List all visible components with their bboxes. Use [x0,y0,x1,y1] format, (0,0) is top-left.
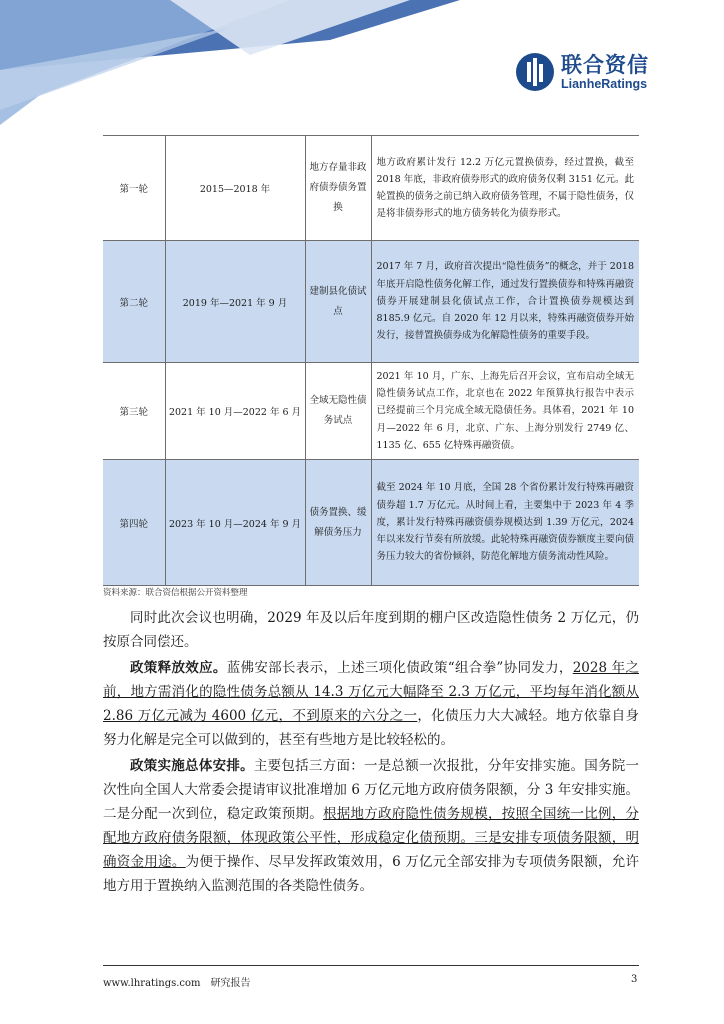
lianhe-logo-icon [515,52,555,92]
round-cell: 第二轮 [103,241,165,363]
footer-divider [103,965,639,966]
table-row [103,363,639,460]
underlined-text: 根据地方政府隐性债务规模，按照全国统一比例，分配地方政府债务限额，体现政策公平性，形成稳定化债预期。三是安排专项债务限额，明确资金用途。 [103,806,639,870]
page-number: 3 [631,974,638,985]
paragraph-repayment: 同时此次会议也明确，2029 年及以后年度到期的棚户区改造隐性债务 2 万亿元，仍按原合同偿还。 [103,610,639,650]
period-cell: 2015—2018 年 [165,136,305,241]
type-cell: 地方存量非政府债券债务置换 [305,136,371,241]
footer-site: www.lhratings.com 研究报告 [103,978,251,989]
desc-cell: 2017 年 7 月，政府首次提出“隐性债务”的概念，并于 2018 年底开启隐性债务化解工作，通过发行置换债券和特殊再融资债券开展建制县化债试点工作，合计置换债券规模达到 8185.9 亿元。自 2020 年 12 月以来，特殊再融资债券开始发行，接替置换债券成为化解隐性债务的重要手段。 [371,241,639,363]
desc-cell: 2021 年 10 月，广东、上海先后召开会议，宣布启动全域无隐性债务试点工作，北京也在 2022 年预算执行报告中表示已经提前三个月完成全域无隐债任务。具体看，2021 年 10 月—2022 年 6 月，北京、广东、上海分别发行 2749 亿、1135 亿、655 亿特殊再融资债。 [371,363,639,460]
round-cell: 第三轮 [103,363,165,460]
period-cell: 2023 年 10 月—2024 年 9 月 [165,460,305,586]
table-source-note: 资料来源：联合资信根据公开资料整理 [103,588,248,598]
period-cell: 2021 年 10 月—2022 年 6 月 [165,363,305,460]
paragraph-arrangement: 政策实施总体安排。主要包括三方面：一是总额一次报批，分年安排实施。国务院一次性向全国人大常委会提请审议批准增加 6 万亿元地方政府债务限额，分 3 年安排实施。二是分配一次到位，稳定政策预期。根据地方政府隐性债务规模，按照全国统一比例，分配地方政府债务限额，体现政策公平性，形成稳定化债预期。三是安排专项债务限额，明确资金用途。为便于操作、尽早发挥政策效用，6 万亿元全部安排为专项债务限额，允许地方用于置换纳入监测范围的各类隐性债务。 [103,758,640,894]
underlined-text: 2028 年之前，地方需消化的隐性债务总额从 14.3 万亿元大幅降至 2.3 万亿元，平均每年消化额从 2.86 万亿元减为 4600 亿元，不到原来的六分之一 [103,660,639,724]
header-decoration [0,0,460,125]
type-cell: 建制县化债试点 [305,241,371,363]
round-cell: 第四轮 [103,460,165,586]
debt-rounds-table [103,135,639,586]
brand-logo [515,52,649,92]
table-row [103,136,639,241]
desc-cell: 截至 2024 年 10 月底，全国 28 个省份累计发行特殊再融资债券超 1.7 万亿元。从时间上看，主要集中于 2023 年 4 季度，累计发行特殊再融资债券规模达到 1.39 万亿元，2024 年以来发行节奏有所放缓。此轮特殊再融资债券额度主要向债务压力较大的省份倾斜，防范化解地方债务流动性风险。 [371,460,639,586]
table-row [103,460,639,586]
type-cell: 全域无隐性债务试点 [305,363,371,460]
period-cell: 2019 年—2021 年 9 月 [165,241,305,363]
round-cell: 第一轮 [103,136,165,241]
logo-name-cn: 联合资信 [561,53,649,77]
desc-cell: 地方政府累计发行 12.2 万亿元置换债券，经过置换，截至 2018 年底，非政府债券形式的政府债务仅剩 3151 亿元。此轮置换的债务之前已纳入政府债务管理，不属于隐性债务，仅是将非债券形式的地方债务转化为债券形式。 [371,136,639,241]
paragraph-policy-effect: 政策释放效应。蓝佛安部长表示，上述三项化债政策“组合拳”协同发力，2028 年之前，地方需消化的隐性债务总额从 14.3 万亿元大幅降至 2.3 万亿元，平均每年消化额从 2.86 万亿元减为 4600 亿元，不到原来的六分之一，化债压力大大减轻。地方依靠自身努力化解是完全可以做到的，甚至有些地方是比较轻松的。 [103,660,640,748]
logo-name-en: LianheRatings [561,77,648,91]
table-row [103,241,639,363]
type-cell: 债务置换、缓解债务压力 [305,460,371,586]
paragraph-heading: 政策实施总体安排。 [130,758,254,774]
paragraph-heading: 政策释放效应。 [130,660,227,676]
